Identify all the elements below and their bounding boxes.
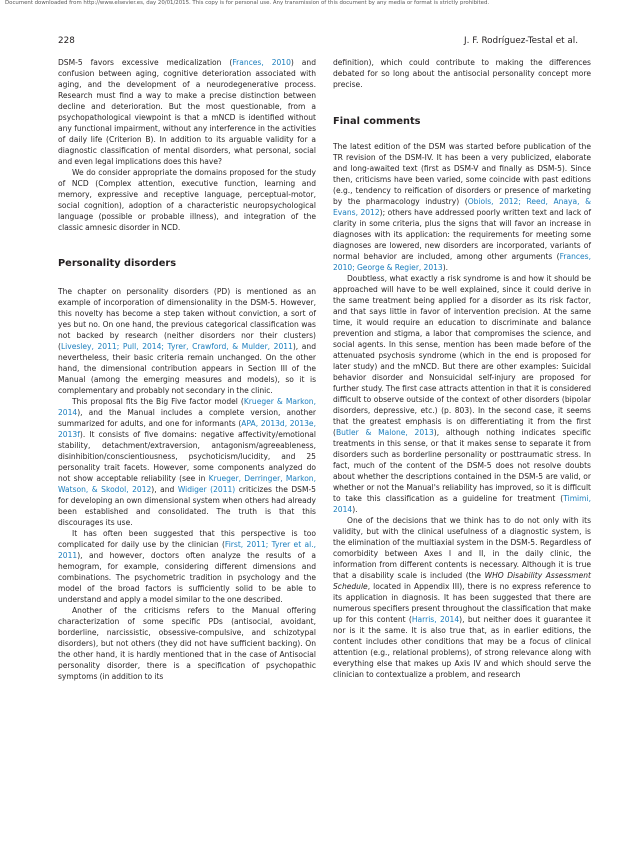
- paragraph: The latest edition of the DSM was started before publication of the TR revision of the DSM-IV. It has been a very publicized, elaborate and long-awaited text (first as DSM-V and finally as DSM-5). Since then, criticisms have been varied, some coincide with past editions (e.g., tendency to reification of disorders or presence of marketing by the pharmacology industry) (Obiols, 2012; Reed, Anaya, & Evans, 2012); others have addressed poorly written text and lack of clarity in some criteria, plus the signs that will favor an increase in diagnoses with its application: the requirements for meeting some diagnoses are lowered, new disorders are incorporated, variants of normal behavior are included, among other arguments (Frances, 2010; George & Regier, 2013).: [333, 142, 591, 272]
- page-number: 228: [58, 36, 75, 46]
- paragraph: definition), which could contribute to making the differences debated for so long about the antisocial personality concept more precise.: [333, 58, 591, 89]
- paragraph: One of the decisions that we think has to do not only with its validity, but with the clinical usefulness of a diagnostic system, is the elimination of the multiaxial system in the DSM-5. Regardless of comorbidity between Axes I and II, in the daily clinic, the information from different contents is necessary. Although it is true that a disability scale is included (the WHO Disability Assessment Schedule, located in Appendix III), there is no express reference to its application in diagnosis. It has been suggested that there are numerous specifiers present throughout the classification that make up for this content (Harris, 2014), but neither does it guarantee it nor is it the same. It is also true that, as in earlier editions, the content includes other conditions that may be a focus of clinical attention (e.g., relational problems), of strong relevance along with everything else that makes up Axis IV and which should serve the clinician to contextualize a problem, and research: [333, 516, 592, 679]
- paragraph: It has often been suggested that this perspective is too complicated for daily use by the clinician (First, 2011; Tyrer et al., 2011), and however, doctors often analyze the results of a hemogram, for example, considering different dimensions and combinations. The psychometric tradition in psychology and the model of the broad factors is sufficiently solid to be able to understand and apply a model similar to the one described.: [58, 529, 317, 604]
- citation-link[interactable]: Frances, 2010; George & Regier, 2013: [333, 252, 591, 272]
- citation-link[interactable]: Harris, 2014: [411, 615, 460, 624]
- citation-link[interactable]: Timimi, 2014: [333, 494, 591, 514]
- section-heading: Personality disorders: [58, 258, 177, 269]
- paragraph: DSM-5 favors excessive medicalization (Frances, 2010) and confusion between aging, cognitive deterioration associated with aging, and the development of a neurodegenerative process. Research must find a way to make a precise distinction between decline and deterioration. But the most questionable, from a psychopathological viewpoint is that a mNCD is identified without any functional impairment, without any interference in the activities of daily life (Criterion B). In addition to its arguable validity for a diagnostic classification of mental disorders, what personal, social and even legal implications does this have?: [58, 58, 316, 166]
- italic-title: WHO Disability Assessment Schedule: [333, 571, 592, 591]
- right-column: [333, 57, 591, 680]
- citation-link[interactable]: First, 2011; Tyrer et al., 2011: [58, 540, 317, 560]
- download-notice: Document downloaded from http://www.elsevier.es, day 20/01/2015. This copy is for personal use. Any transmission of this document by any media or format is strictly prohibited.: [5, 0, 490, 6]
- paragraph: Doubtless, what exactly a risk syndrome is and how it should be approached will have to be well explained, since it could derive in the same treatment being applied for a disorder as its risk factor, and that says little in favor of intervention precision. At the same time, it would require an education to discriminate and balance prevention and stigma, a labor that compromises the science, and social agents. In this sense, mention has been made before of the attenuated psychosis syndrome (which in the end is proposed for later study) and the mNCD. But there are other examples: Suicidal behavior disorder and Nonsuicidal self-injury are proposed for further study. The first case attracts attention in that it is considered difficult to observe outside of the context of other disorders (bipolar disorders, depressive, etc.) (p. 803). In the second case, it seems that the greatest emphasis is on differentiating it from the first (Butler & Malone, 2013), although nothing indicates specific treatments in this sense, or that it makes sense to separate it from disorders such as borderline personality or posttraumatic stress. In fact, much of the content of the DSM-5 does not resolve doubts about whether the descriptions contained in the DSM-5 are valid, or whether or not the Manual's reliability has improved, so it is difficult to take this classification as a guideline for treatment (Timimi, 2014).: [333, 274, 591, 514]
- section-heading: Final comments: [333, 116, 421, 127]
- left-column: [58, 57, 316, 682]
- citation-link[interactable]: Butler & Malone, 2013: [335, 428, 434, 437]
- citation-link[interactable]: Widiger (2011): [177, 485, 236, 494]
- citation-link[interactable]: Krueger, Derringer, Markon, Watson, & Skodol, 2012: [58, 474, 316, 494]
- citation-link[interactable]: APA, 2013d, 2013e, 2013f: [58, 419, 316, 439]
- running-head: J. F. Rodríguez-Testal et al.: [464, 36, 578, 46]
- citation-link[interactable]: Obiols, 2012; Reed, Anaya, & Evans, 2012: [333, 197, 591, 217]
- citation-link[interactable]: Frances, 2010: [232, 58, 291, 67]
- citation-link[interactable]: Krueger & Markon, 2014: [58, 397, 316, 417]
- paragraph: Another of the criticisms refers to the Manual offering characterization of some specific PDs (antisocial, avoidant, borderline, narcissistic, obsessive-compulsive, and schizotypal disorders), but not others (they did not have sufficient backing). On the other hand, it is hardly mentioned that in the case of Antisocial personality disorder, there is a specification of psychopathic symptoms (in addition to its: [58, 606, 316, 681]
- paragraph: This proposal fits the Big Five factor model (Krueger & Markon, 2014), and the Manual includes a complete version, another summarized for adults, and one for informants (APA, 2013d, 2013e, 2013f). It consists of five domains: negative affectivity/emotional stability, detachment/extraversion, antagonism/agreeableness, disinhibition/conscientiousness, psychoticism/lucidity, and 25 personality trait facets. However, some components analyzed do not show acceptable reliability (see in Krueger, Derringer, Markon, Watson, & Skodol, 2012), and Widiger (2011) criticizes the DSM-5 for developing an own dimensional system when others had already been established and consolidated. The truth is that this discourages its use.: [58, 397, 316, 527]
- paragraph: The chapter on personality disorders (PD) is mentioned as an example of incorporation of dimensionality in the DSM-5. However, this novelty has become a step taken without conviction, a sort of yes but no. On one hand, the previous categorical classification was not backed by research (neither disorders nor their clusters) (Livesley, 2011; Pull, 2014; Tyrer, Crawford, & Mulder, 2011), and nevertheless, their basic criteria remain unchanged. On the other hand, the dimensional contribution appears in Section III of the Manual (among the emerging measures and models), so it is complementary and probably not secondary in the clinic.: [58, 287, 316, 395]
- citation-link[interactable]: Livesley, 2011; Pull, 2014; Tyrer, Crawford, & Mulder, 2011: [60, 342, 293, 351]
- paragraph: We do consider appropriate the domains proposed for the study of NCD (Complex attention, executive function, learning and memory, expressive and receptive language, perceptual-motor, social cognition), adoption of a characteristic neuropsychological language (possible or probable illness), and integration of the classic amnesic disorder in NCD.: [58, 168, 316, 232]
